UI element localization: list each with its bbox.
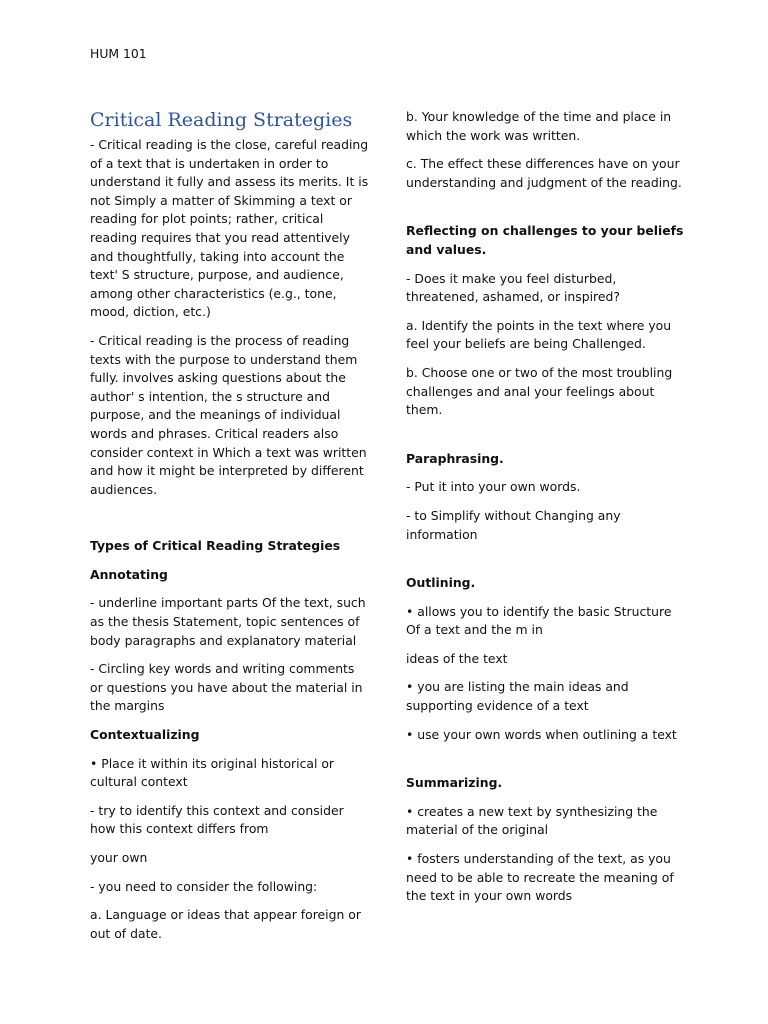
outlining-item-3: • you are listing the main ideas and supporting evidence of a text	[406, 679, 629, 714]
document-title: Critical Reading Strategies	[90, 109, 353, 131]
course-code: HUM 101	[90, 46, 147, 61]
section-heading-summarizing: Summarizing.	[406, 775, 503, 791]
section-heading-outlining: Outlining.	[406, 575, 476, 591]
spacer	[406, 430, 686, 450]
reflecting-item-1: - Does it make you feel disturbed, threatened, ashamed, or inspired?	[406, 270, 620, 305]
summarizing-item-1: • creates a new text by synthesizing the material of the original	[406, 803, 658, 838]
contextualizing-item-1: • Place it within its original historical or cultural context	[90, 755, 335, 790]
section-heading-types: Types of Critical Reading Strategies	[90, 538, 341, 554]
section-heading-paraphrasing: Paraphrasing.	[406, 450, 504, 466]
section-heading-contextualizing: Contextualizing	[90, 727, 200, 743]
section-heading-annotating: Annotating	[90, 566, 168, 582]
annotating-item-2: - Circling key words and writing comments or questions you have about the material in the margins	[90, 661, 363, 714]
summarizing-item-2: • fosters understanding of the text, as you need to be able to recreate the meaning of the text in your own words	[406, 851, 674, 904]
contextualizing-item-3: your own	[90, 850, 148, 865]
left-column	[90, 108, 370, 953]
outlining-item-1: • allows you to identify the basic Structure Of a text and the m in	[406, 603, 672, 638]
spacer	[406, 754, 686, 774]
annotating-item-1: - underline important parts Of the text, such as the thesis Statement, topic sentences of body paragraphs and explanatory material	[90, 595, 366, 648]
reflecting-item-3: b. Choose one or two of the most troubling challenges and anal your feelings about them.	[406, 364, 673, 418]
right-column	[406, 108, 686, 916]
contextualizing-item-b: b. Your knowledge of the time and place in which the work was written.	[406, 109, 672, 143]
contextualizing-item-5: a. Language or ideas that appear foreign or out of date.	[90, 907, 361, 941]
outlining-item-2: ideas of the text	[406, 650, 508, 666]
paragraph-definition-2: - Critical reading is the process of reading texts with the purpose to understand them fully. involves asking questions about the author' s intention, the s structure and purpose, and the meanings of individual words and phrases. Critical readers also consider context in Which a text was written and how it might be interpreted by different audiences.	[90, 332, 367, 497]
contextualizing-item-2: - try to identify this context and consider how this context differs from	[90, 802, 344, 837]
outlining-item-4: • use your own words when outlining a text	[406, 726, 677, 742]
spacer	[406, 202, 686, 222]
spacer	[90, 509, 370, 537]
section-heading-reflecting: Reflecting on challenges to your beliefs and values.	[406, 223, 684, 257]
reflecting-item-2: a. Identify the points in the text where you feel your beliefs are being Challenged.	[406, 317, 672, 352]
paraphrasing-item-2: - to Simplify without Changing any information	[406, 507, 621, 542]
contextualizing-item-4: - you need to consider the following:	[90, 878, 318, 894]
paragraph-definition-1: - Critical reading is the close, careful reading of a text that is undertaken in order to understand it fully and assess its merits. It is not Simply a matter of Skimming a text or reading for plot points; rather, critical reading requires that you read attentively and thoughtfully, taking into account the text' S structure, purpose, and audience, among other characteristics (e.g., tone, mood, diction, etc.)	[90, 137, 369, 320]
spacer	[406, 554, 686, 574]
paraphrasing-item-1: - Put it into your own words.	[406, 479, 581, 495]
contextualizing-item-c: c. The effect these differences have on your understanding and judgment of the reading.	[406, 156, 682, 190]
